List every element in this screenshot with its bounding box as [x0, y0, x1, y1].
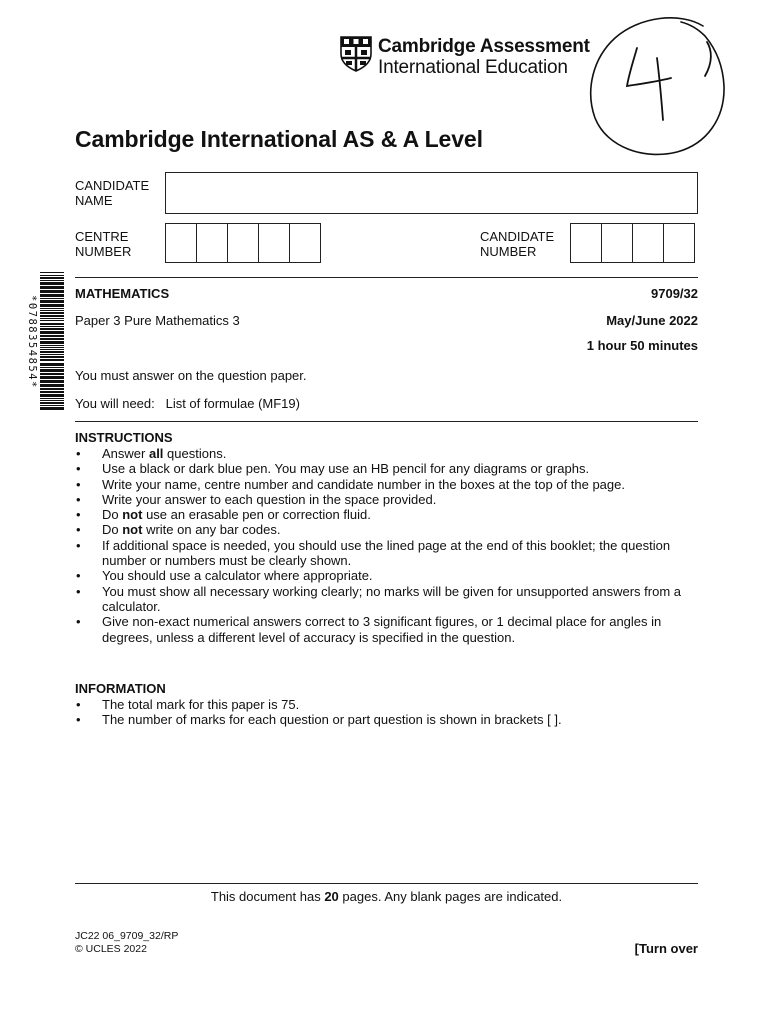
label-line: CENTRE [75, 229, 129, 244]
logo-line1: Cambridge Assessment [378, 36, 590, 57]
information-heading: INFORMATION [75, 681, 166, 696]
page-count-before: This document has [210, 889, 325, 904]
centre-number-boxes[interactable] [166, 223, 321, 263]
instructions-item [75, 522, 697, 537]
digit-box[interactable] [570, 223, 603, 263]
instructions-item [75, 446, 697, 461]
text-run: Write your name, centre number and candidate number in the boxes at the top of the page. [102, 476, 625, 492]
handwritten-score-mark [585, 10, 735, 165]
digit-box[interactable] [601, 223, 634, 263]
barcode-digits: *0788354854* [26, 295, 38, 389]
label-line: NUMBER [480, 244, 537, 259]
candidate-number-boxes[interactable] [571, 223, 695, 263]
text-run: not [122, 522, 143, 538]
text-run: not [122, 507, 143, 523]
label-line: NAME [75, 193, 113, 208]
label-line: CANDIDATE [480, 229, 555, 244]
divider [75, 421, 698, 422]
text-run: Write your answer to each question in the space provided. [102, 491, 437, 507]
digit-box[interactable] [227, 223, 260, 263]
instructions-item [75, 507, 697, 522]
text-run: questions. [163, 446, 227, 461]
label-line: CANDIDATE [75, 178, 150, 193]
footer-ref-block [75, 930, 178, 956]
candidate-number-label [480, 229, 554, 259]
digit-box[interactable] [258, 223, 291, 263]
footer-divider [75, 883, 698, 884]
text-run: Use a black or dark blue pen. You may use an HB pencil for any diagrams or graphs. [102, 461, 590, 477]
instructions-item [75, 477, 697, 492]
answer-note: You must answer on the question paper. [75, 368, 307, 383]
label-line: NUMBER [75, 244, 132, 259]
text-run: Do [102, 507, 123, 523]
digit-box[interactable] [632, 223, 665, 263]
information-item [75, 712, 697, 727]
document-reference: JC22 06_9709_32/RP [75, 930, 179, 942]
subject: MATHEMATICS [75, 286, 170, 301]
text-run: write on any bar codes. [142, 522, 281, 538]
candidate-name-label [75, 178, 149, 208]
digit-box[interactable] [196, 223, 229, 263]
text-run: If additional space is needed, you should use the lined page at the end of this booklet; the question number or numbers must be clearly shown. [102, 537, 671, 569]
instructions-item [75, 492, 697, 507]
cambridge-logo [340, 36, 590, 78]
text-run: You must show all necessary working clearly; no marks will be given for unsupported answers from a calculator. [102, 583, 682, 614]
copyright: © UCLES 2022 [75, 943, 147, 955]
instructions-item [75, 568, 697, 583]
need-label: You will need: [75, 396, 155, 411]
turn-over-label: [Turn over [634, 941, 698, 956]
information-list [75, 697, 697, 728]
instructions-item [75, 614, 697, 645]
barcode-bars [40, 272, 64, 412]
candidate-name-field[interactable] [165, 172, 698, 214]
text-run: all [148, 446, 164, 461]
information-item [75, 697, 697, 712]
qualification-title: Cambridge International AS & A Level [75, 126, 483, 152]
logo-line2: International Education [378, 57, 568, 78]
text-run: Do [102, 522, 123, 538]
instructions-list [75, 446, 697, 645]
divider [75, 277, 698, 278]
need-value: List of formulae (MF19) [165, 396, 300, 411]
instructions-item [75, 538, 697, 569]
centre-number-label [75, 229, 131, 259]
text-run: The number of marks for each question or part question is shown in brackets [ ]. [102, 712, 562, 728]
syllabus-code: 9709/32 [651, 286, 698, 301]
text-run: Answer [102, 446, 149, 461]
instructions-item [75, 461, 697, 476]
digit-box[interactable] [289, 223, 322, 263]
cambridge-shield-icon [340, 36, 372, 72]
instructions-item [75, 584, 697, 615]
text-run: The total mark for this paper is 75. [102, 697, 300, 712]
text-run: You should use a calculator where appropriate. [102, 568, 373, 584]
digit-box[interactable] [663, 223, 696, 263]
exam-session: May/June 2022 [606, 313, 698, 328]
digit-box[interactable] [165, 223, 198, 263]
page-count-note [75, 889, 698, 904]
paper-title: Paper 3 Pure Mathematics 3 [75, 313, 240, 328]
barcode [22, 272, 64, 412]
page-count-after: pages. Any blank pages are indicated. [338, 889, 563, 904]
exam-duration: 1 hour 50 minutes [586, 338, 698, 353]
instructions-heading: INSTRUCTIONS [75, 430, 173, 445]
text-run: Give non-exact numerical answers correct to 3 significant figures, or 1 decimal place for angles in degrees, unless a different level of accuracy is specified in the question. [102, 614, 662, 645]
text-run: use an erasable pen or correction fluid. [142, 507, 371, 523]
you-will-need [75, 396, 300, 411]
page-count: 20 [324, 889, 339, 904]
